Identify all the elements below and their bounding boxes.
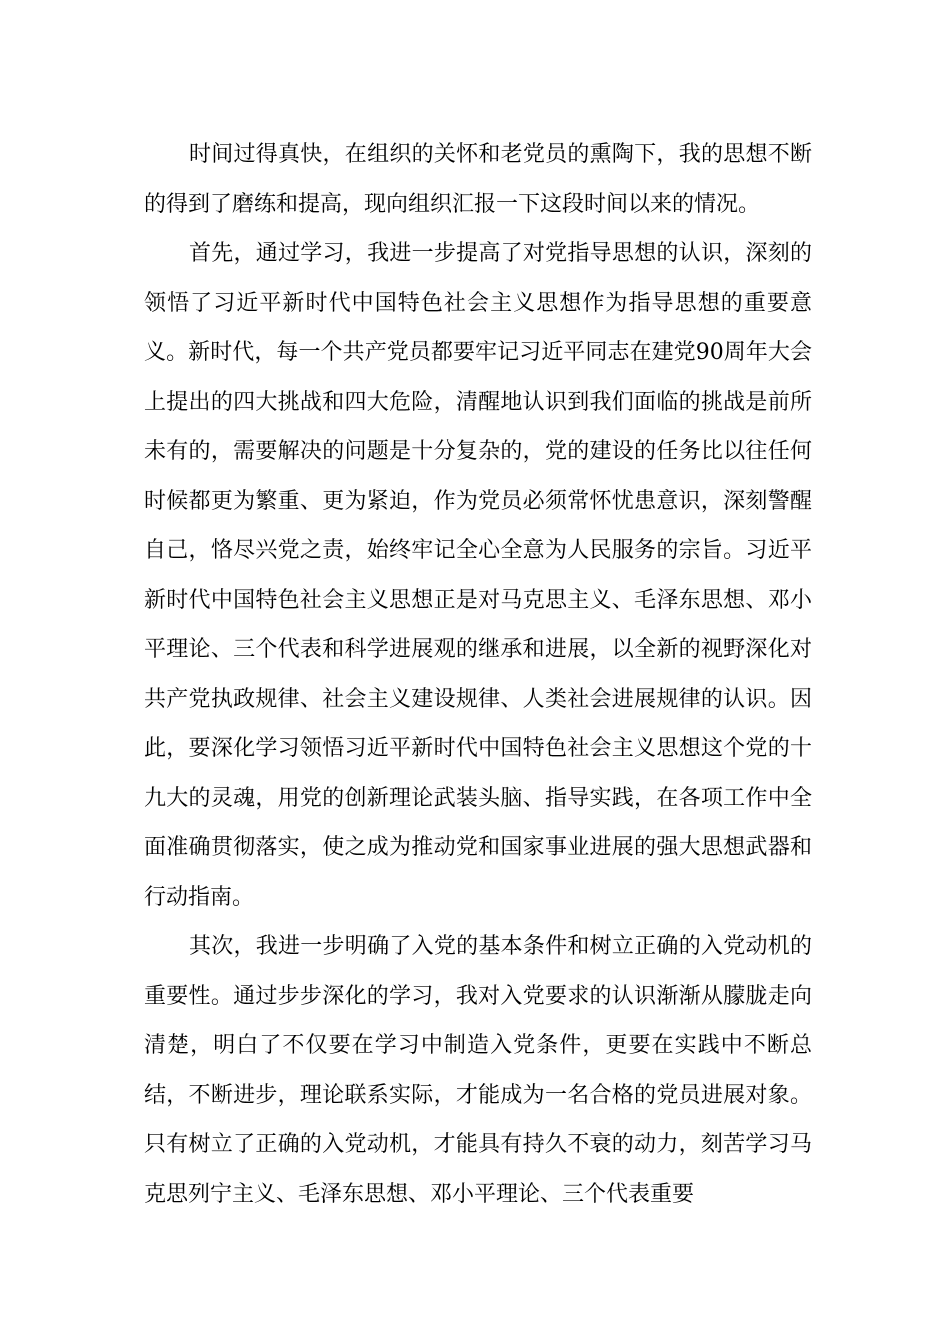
- document-body: [144, 130, 812, 1219]
- paragraph-3: 其次，我进一步明确了入党的基本条件和树立正确的入党动机的重要性。通过步步深化的学习，我对入党要求的认识渐渐从朦胧走向清楚，明白了不仅要在学习中制造入党条件，更要在实践中不断总结，不断进步，理论联系实际，才能成为一名合格的党员进展对象。只有树立了正确的入党动机，才能具有持久不衰的动力，刻苦学习马克思列宁主义、毛泽东思想、邓小平理论、三个代表重要: [144, 934, 812, 1207]
- paragraph-2: 首先，通过学习，我进一步提高了对党指导思想的认识，深刻的领悟了习近平新时代中国特色社会主义思想作为指导思想的重要意义。新时代，每一个共产党员都要牢记习近平同志在建党90周年大会上提出的四大挑战和四大危险，清醒地认识到我们面临的挑战是前所未有的，需要解决的问题是十分复杂的，党的建设的任务比以往任何时候都更为繁重、更为紧迫，作为党员必须常怀忧患意识，深刻警醒自己，恪尽兴党之责，始终牢记全心全意为人民服务的宗旨。习近平新时代中国特色社会主义思想正是对马克思主义、毛泽东思想、邓小平理论、三个代表和科学进展观的继承和进展，以全新的视野深化对共产党执政规律、社会主义建设规律、人类社会进展规律的认识。因此，要深化学习领悟习近平新时代中国特色社会主义思想这个党的十九大的灵魂，用党的创新理论武装头脑、指导实践，在各项工作中全面准确贯彻落实，使之成为推动党和国家事业进展的强大思想武器和行动指南。: [144, 241, 812, 910]
- paragraph-1: 时间过得真快，在组织的关怀和老党员的熏陶下，我的思想不断的得到了磨练和提高，现向组织汇报一下这段时间以来的情况。: [144, 142, 812, 217]
